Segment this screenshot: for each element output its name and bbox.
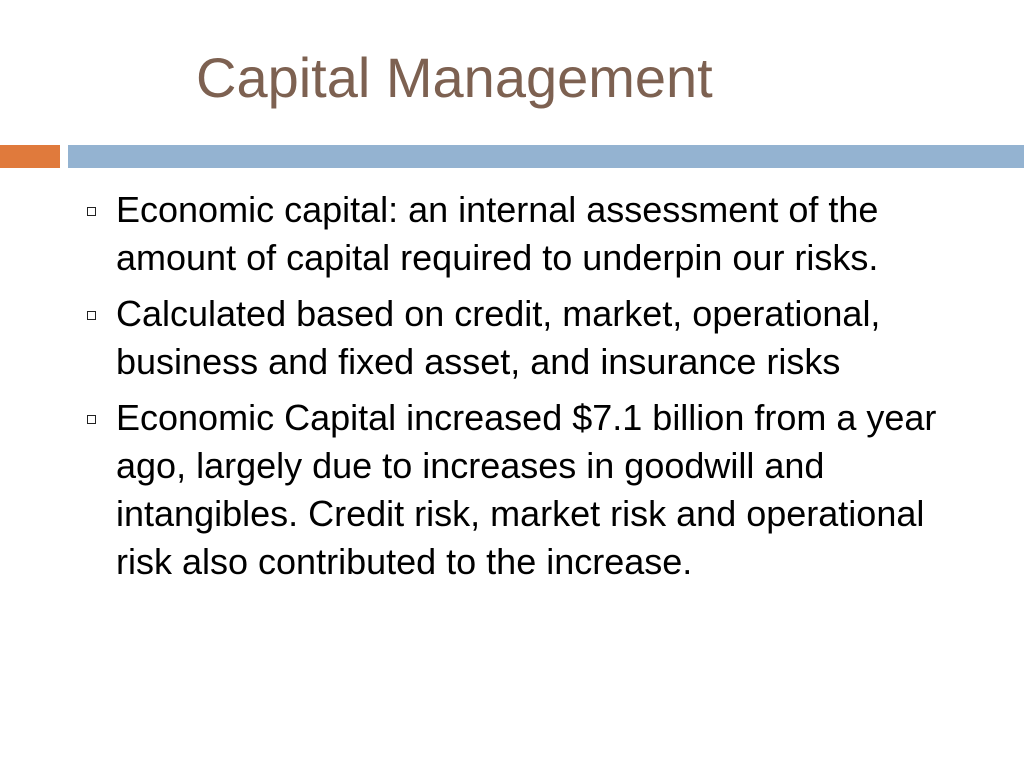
accent-bar-blue [68, 145, 1024, 168]
square-bullet-icon [87, 207, 96, 216]
bullet-text: Calculated based on credit, market, operational, business and fixed asset, and insurance risks [116, 293, 881, 382]
bullet-text: Economic Capital increased $7.1 billion from a year ago, largely due to increases in goodwill and intangibles. Credit risk, market risk and operational risk also contributed to the increase. [116, 397, 937, 582]
bullet-list [78, 186, 978, 594]
bullet-item [78, 186, 978, 282]
slide-title: Capital Management [196, 46, 713, 109]
square-bullet-icon [87, 311, 96, 320]
bullet-item [78, 290, 978, 386]
square-bullet-icon [87, 415, 96, 424]
accent-bar-orange [0, 145, 60, 168]
bullet-item [78, 394, 978, 586]
bullet-text: Economic capital: an internal assessment of the amount of capital required to underpin our risks. [116, 189, 879, 278]
